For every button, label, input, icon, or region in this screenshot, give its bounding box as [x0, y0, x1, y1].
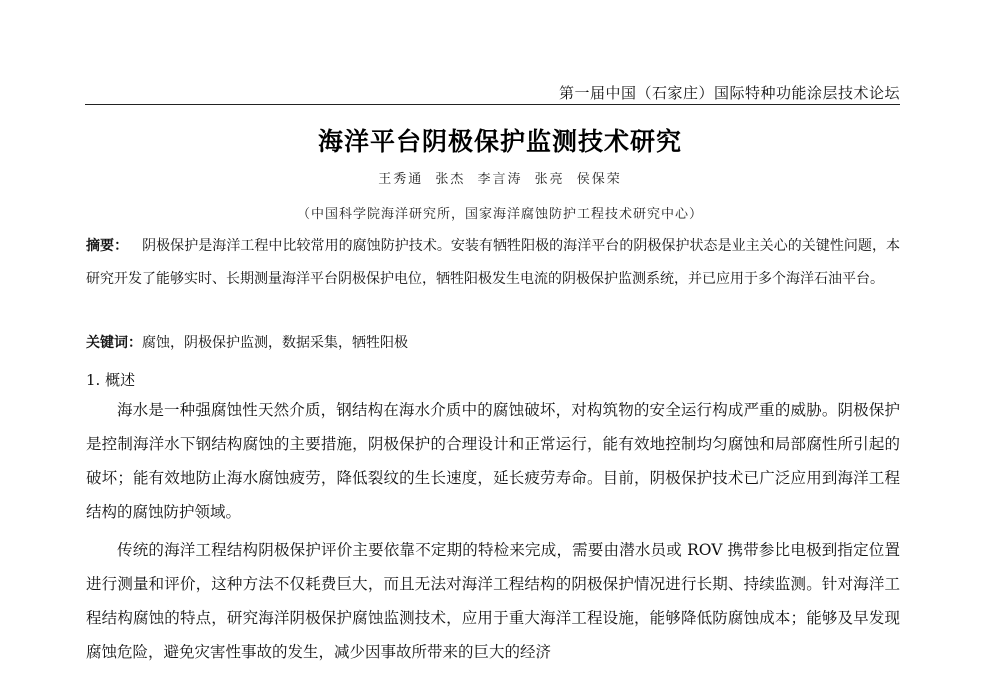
- abstract: [86, 230, 900, 296]
- abstract-text: 阴极保护是海洋工程中比较常用的腐蚀防护技术。安装有牺牲阳极的海洋平台的阴极保护状态是业主关心的关键性问题，本研究开发了能够实时、长期测量海洋平台阴极保护电位，牺牲阳极发生电流的阴极保护监测系统，并已应用于多个海洋石油平台。: [86, 238, 900, 287]
- section-heading: 1. 概述: [86, 371, 136, 389]
- keywords-label: 关键词：: [86, 335, 142, 351]
- running-header: 第一届中国（石家庄）国际特种功能涂层技术论坛: [558, 84, 900, 102]
- author-list: 王秀通 张杰 李言涛 张亮 侯保荣: [378, 172, 622, 187]
- keywords-text: 腐蚀，阴极保护监测，数据采集，牺牲阳极: [142, 335, 408, 351]
- header-rule: [85, 104, 900, 105]
- paper-title: 海洋平台阴极保护监测技术研究: [317, 127, 682, 156]
- body-paragraph-1: 海水是一种强腐蚀性天然介质，钢结构在海水介质中的腐蚀破坏，对构筑物的安全运行构成严重的威胁。阴极保护是控制海洋水下钢结构腐蚀的主要措施，阴极保护的合理设计和正常运行，能有效地控制均匀腐蚀和局部腐性所引起的破坏；能有效地防止海水腐蚀疲劳，降低裂纹的生长速度，延长疲劳寿命。目前，阴极保护技术已广泛应用到海洋工程结构的腐蚀防护领域。: [86, 401, 900, 521]
- abstract-label: 摘要：: [86, 238, 129, 254]
- keywords: [86, 327, 900, 360]
- affiliation: （中国科学院海洋研究所，国家海洋腐蚀防护工程技术研究中心）: [296, 207, 703, 222]
- body-paragraph-2: 传统的海洋工程结构阴极保护评价主要依靠不定期的特检来完成，需要由潜水员或 ROV 携带参比电极到指定位置进行测量和评价，这种方法不仅耗费巨大，而且无法对海洋工程结构的阴极保护情况进行长期、持续监测。针对海洋工程结构腐蚀的特点，研究海洋阴极保护腐蚀监测技术，应用于重大海洋工程设施，能够降低防腐蚀成本；能够及早发现腐蚀危险，避免灾害性事故的发生，减少因事故所带来的巨大的经济: [86, 541, 900, 661]
